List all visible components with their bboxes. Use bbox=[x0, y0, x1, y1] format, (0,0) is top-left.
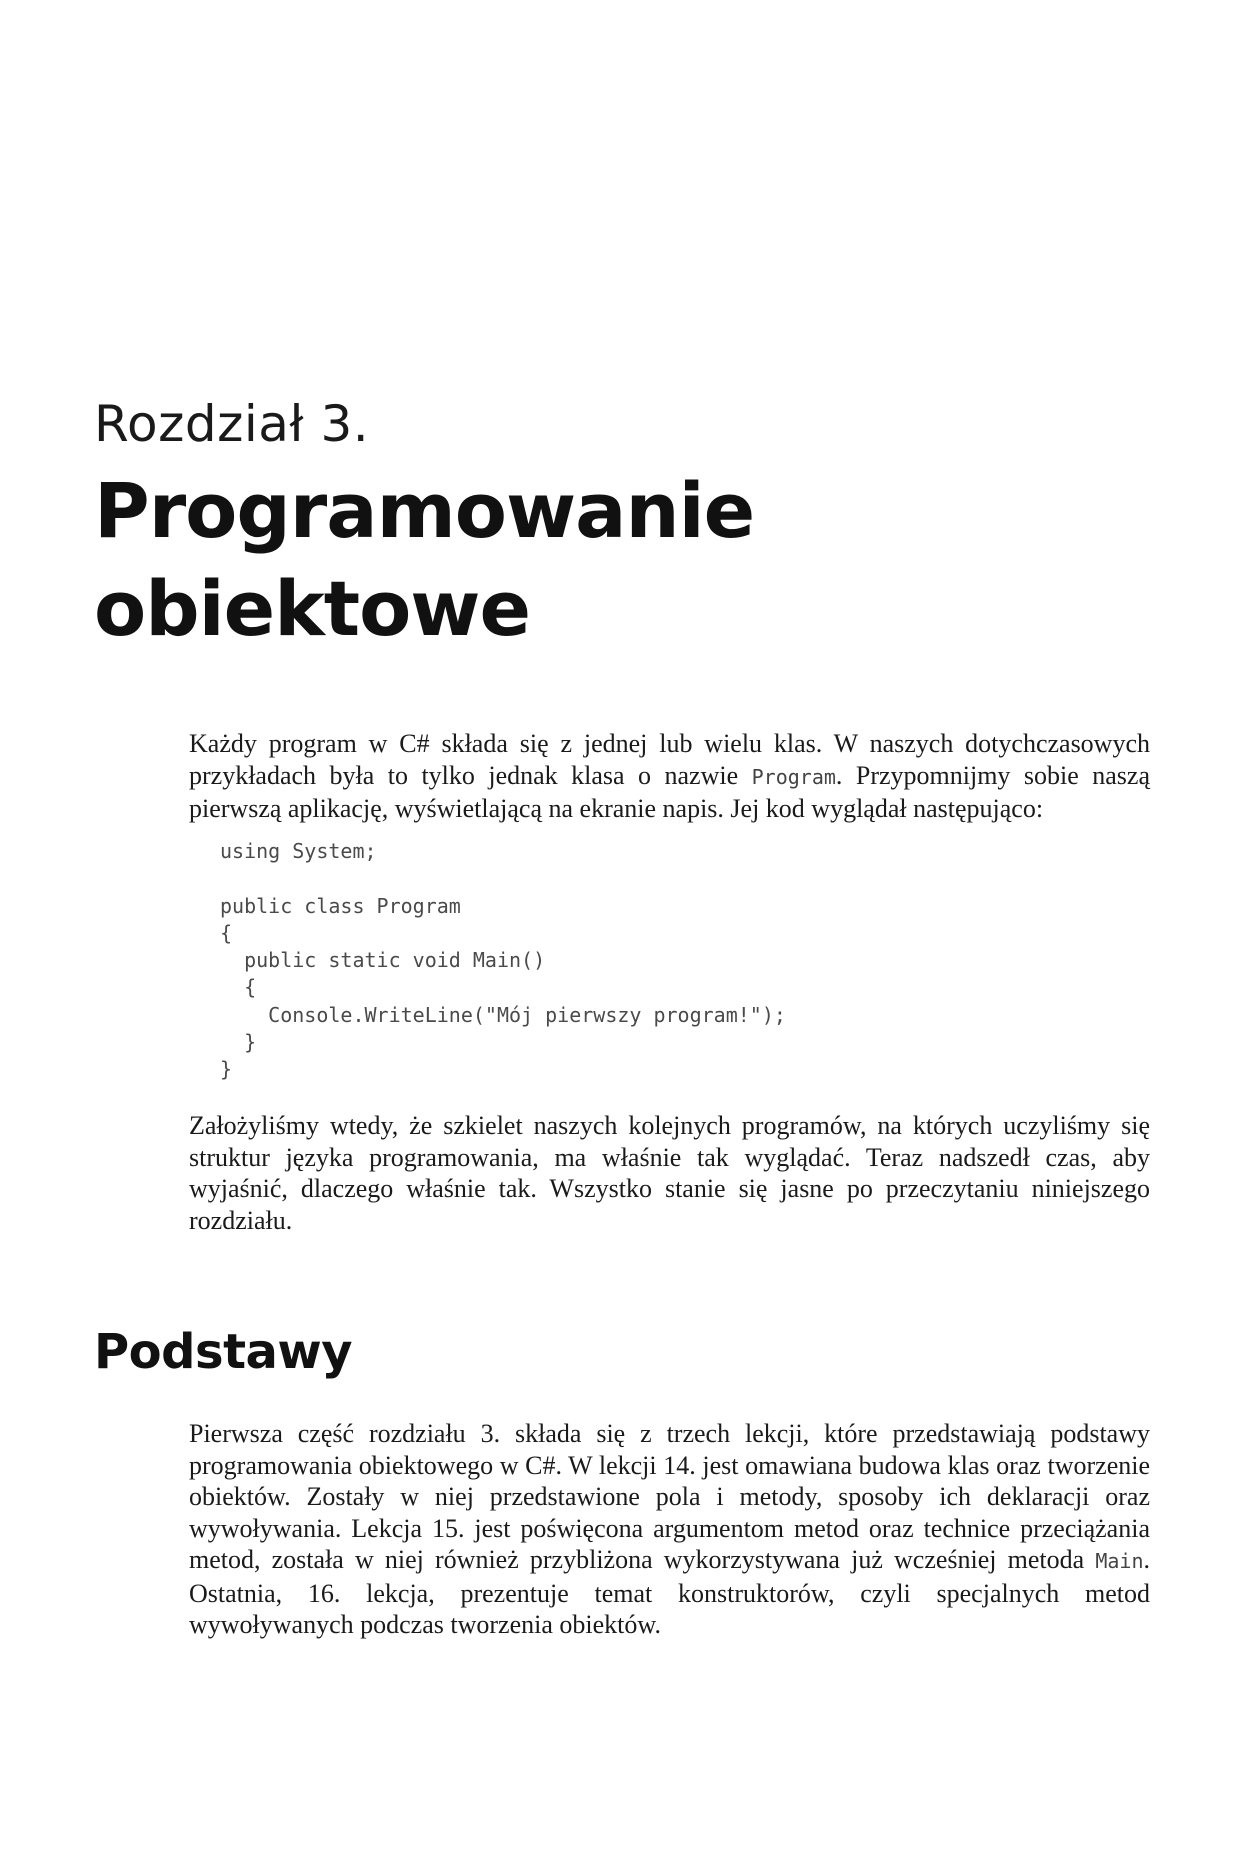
intro-paragraph bbox=[189, 728, 1150, 825]
code-line: using System; bbox=[220, 839, 377, 863]
after-code-paragraph: Założyliśmy wtedy, że szkielet naszych kolejnych programów, na których uczyliśmy się struktur języka programowania, ma właśnie tak wyglądać. Teraz nadszedł czas, aby wyjaśnić, dlaczego właśnie tak. Wszystko stanie się jasne po przeczytaniu niniejszego rozdziału. bbox=[189, 1111, 1150, 1235]
chapter-title-line-1: Programowanie bbox=[94, 466, 755, 555]
code-line: } bbox=[220, 1030, 257, 1055]
code-line: { bbox=[220, 975, 257, 1000]
intro-text-before: Każdy program w C# składa się z jednej lub wielu klas. W naszych dotychczasowych przykładach była to tylko jednak klasa o nazwie bbox=[189, 729, 1150, 790]
intro-text-after: . Przypomnijmy sobie naszą pierwszą aplikację, wyświetlającą na ekranie napis. Jej kod wyglądał następująco: bbox=[189, 760, 1150, 823]
code-line: } bbox=[220, 1057, 233, 1082]
inline-code-main: Main bbox=[1095, 1549, 1144, 1573]
chapter-title bbox=[94, 462, 754, 658]
section-heading: Podstawy bbox=[94, 1324, 353, 1380]
chapter-title-line-2: obiektowe bbox=[94, 564, 531, 653]
code-line: public class Program bbox=[220, 893, 461, 918]
code-line: public static void Main() bbox=[220, 948, 546, 973]
section-paragraph bbox=[189, 1418, 1150, 1641]
code-listing bbox=[220, 838, 786, 1084]
code-line: { bbox=[220, 920, 233, 945]
code-line: Console.WriteLine("Mój pierwszy program!"); bbox=[220, 1002, 786, 1027]
inline-code-program: Program bbox=[751, 764, 836, 789]
code-line bbox=[220, 865, 786, 892]
section-text-after: . Ostatnia, 16. lekcja, prezentuje temat konstruktorów, czyli specjalnych metod wywoływanych podczas tworzenia obiektów. bbox=[189, 1545, 1150, 1639]
chapter-label: Rozdział 3. bbox=[94, 395, 370, 453]
section-text-before: Pierwsza część rozdziału 3. składa się z trzech lekcji, które przedstawiają podstawy programowania obiektowego w C#. W lekcji 14. jest omawiana budowa klas oraz tworzenie obiektów. Zostały w niej przedstawione pola i metody, sposoby ich deklaracji oraz wywoływania. Lekcja 15. jest poświęcona argumentom metod oraz technice przeciążania metod, została w niej również przybliżona wykorzystywana już wcześniej metoda bbox=[189, 1419, 1150, 1574]
